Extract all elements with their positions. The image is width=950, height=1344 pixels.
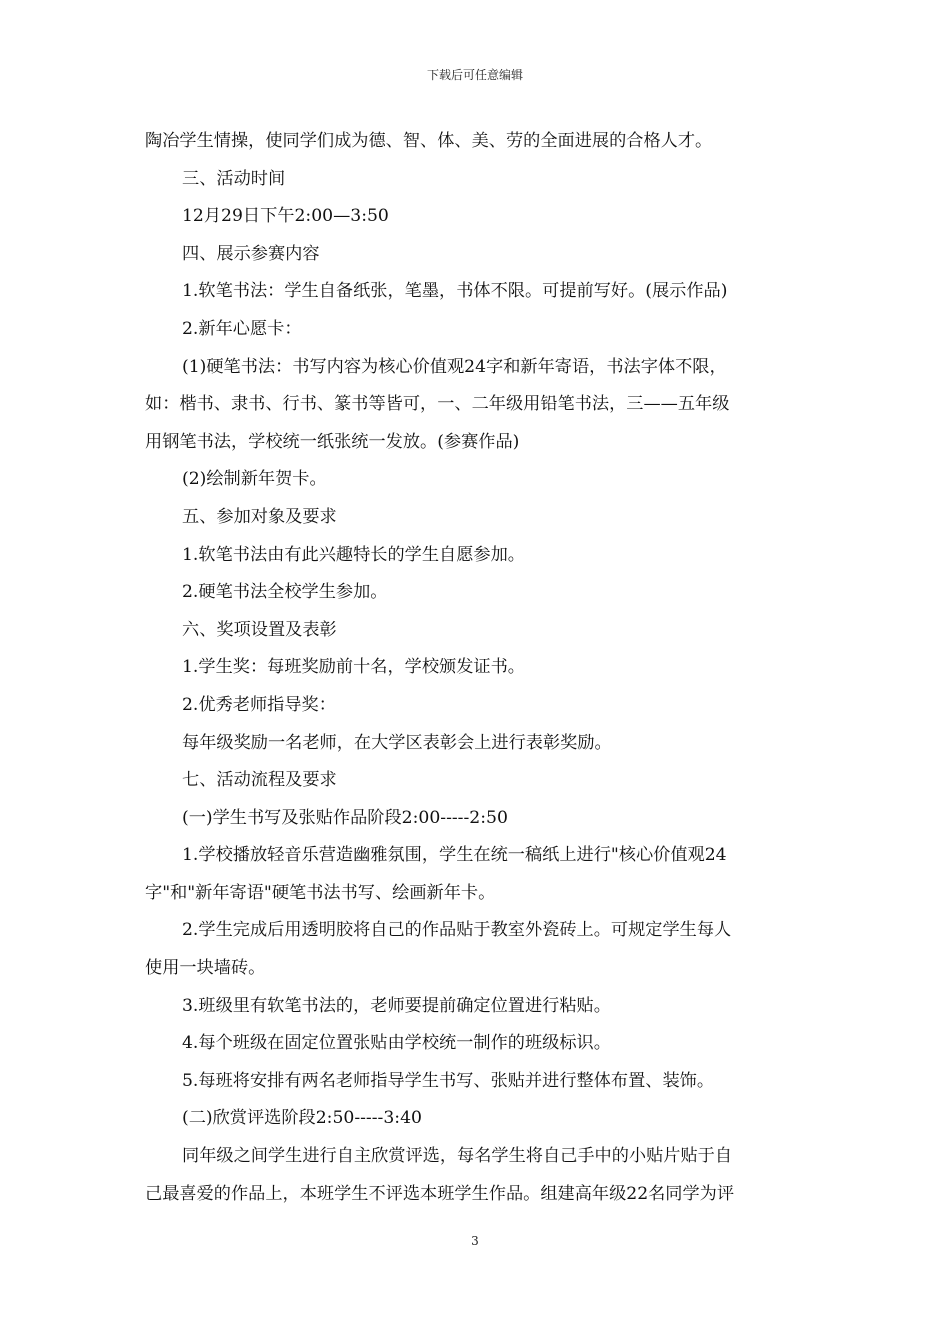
section-heading: 四、展示参赛内容	[182, 243, 320, 264]
section-heading: 七、活动流程及要求	[182, 770, 337, 791]
paragraph-line: 如：楷书、隶书、行书、篆书等皆可，一、二年级用铅笔书法，三——五年级	[145, 394, 730, 415]
section-heading: 五、参加对象及要求	[182, 506, 337, 527]
section-heading: 六、奖项设置及表彰	[182, 619, 337, 640]
paragraph-line: 5.每班将安排有两名老师指导学生书写、张贴并进行整体布置、装饰。	[182, 1070, 715, 1091]
paragraph-line: 1.学生奖：每班奖励前十名，学校颁发证书。	[182, 657, 525, 678]
paragraph-line: (2)绘制新年贺卡。	[182, 469, 327, 490]
paragraph-line: 己最喜爱的作品上，本班学生不评选本班学生作品。组建高年级22名同学为评	[145, 1183, 735, 1204]
paragraph-line: 3.班级里有软笔书法的，老师要提前确定位置进行粘贴。	[182, 995, 611, 1016]
paragraph-line: 12月29日下午2:00—3:50	[182, 206, 389, 227]
paragraph-line: 用钢笔书法，学校统一纸张统一发放。(参赛作品)	[145, 431, 520, 452]
paragraph-line: 4.每个班级在固定位置张贴由学校统一制作的班级标识。	[182, 1033, 611, 1054]
paragraph-line: 陶冶学生情操，使同学们成为德、智、体、美、劳的全面进展的合格人才。	[145, 131, 713, 151]
paragraph-line: (一)学生书写及张贴作品阶段2:00-----2:50	[182, 807, 508, 828]
paragraph-line: 2.学生完成后用透明胶将自己的作品贴于教室外瓷砖上。可规定学生每人	[182, 920, 732, 941]
paragraph-line: (1)硬笔书法：书写内容为核心价值观24字和新年寄语，书法字体不限，	[182, 356, 727, 377]
paragraph-line: (二)欣赏评选阶段2:50-----3:40	[182, 1108, 422, 1129]
paragraph-line: 同年级之间学生进行自主欣赏评选，每名学生将自己手中的小贴片贴于自	[182, 1146, 733, 1167]
paragraph-line: 2.新年心愿卡：	[182, 318, 302, 339]
paragraph-line: 每年级奖励一名老师，在大学区表彰会上进行表彰奖励。	[182, 732, 612, 753]
page-number: 3	[471, 1234, 479, 1248]
page-header: 下载后可任意编辑	[426, 68, 523, 82]
paragraph-line: 使用一块墙砖。	[145, 958, 266, 979]
paragraph-line: 1.软笔书法由有此兴趣特长的学生自愿参加。	[182, 544, 525, 565]
document-body	[145, 123, 810, 1213]
paragraph-line: 1.学校播放轻音乐营造幽雅氛围，学生在统一稿纸上进行"核心价值观24	[182, 845, 727, 866]
section-heading: 三、活动时间	[182, 168, 286, 189]
paragraph-line: 2.硬笔书法全校学生参加。	[182, 582, 388, 603]
paragraph-line: 字"和"新年寄语"硬笔书法书写、绘画新年卡。	[145, 882, 496, 903]
paragraph-line: 2.优秀老师指导奖：	[182, 694, 336, 715]
paragraph-line: 1.软笔书法：学生自备纸张，笔墨，书体不限。可提前写好。(展示作品)	[182, 281, 728, 302]
